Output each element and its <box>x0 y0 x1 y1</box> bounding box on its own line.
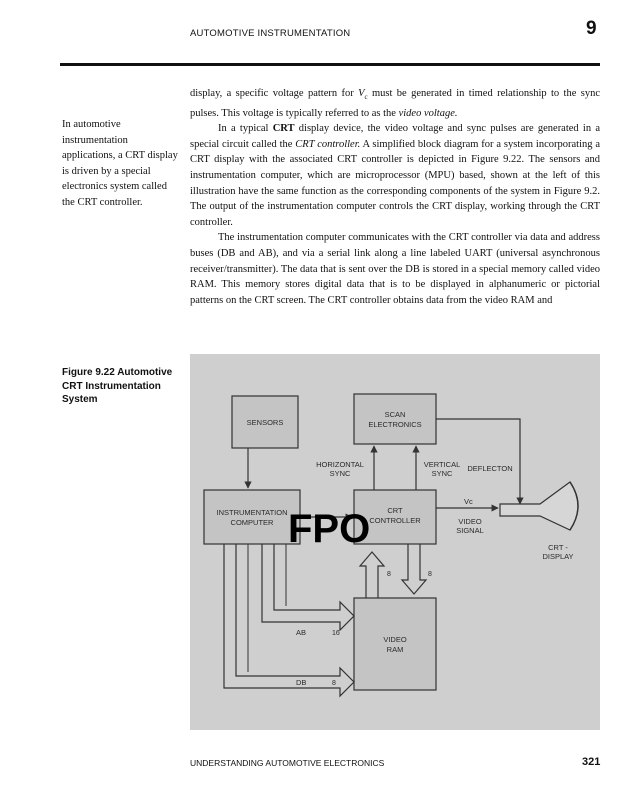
vc-label: Vc <box>464 497 473 506</box>
header-rule <box>60 63 600 66</box>
chapter-number: 9 <box>586 18 597 39</box>
instr-label-1: INSTRUMENTATION <box>216 508 288 517</box>
footer-book-title: UNDERSTANDING AUTOMOTIVE ELECTRONICS <box>190 758 385 768</box>
address-bus-label: AB <box>296 628 307 637</box>
sensors-label: SENSORS <box>246 418 284 427</box>
crt-label-1: CRT <box>387 506 403 515</box>
paragraph-2: In a typical CRT display device, the video voltage and sync pulses are generated in a special circuit called the CRT controller. A simplified block diagram for a system incorporating a CRT display with the associated CRT controller is depicted in Figure 9.22. The sensors and instrumentation computer, which are microprocessor (MPU) based, shown at the left of this illustration have the same function as the corresponding components of the system in Figure 9.2. The output of the instrumentation computer controls the CRT display, working through the CRT controller. <box>190 123 600 228</box>
data-bus-label: DB <box>296 678 307 687</box>
crt-display-label-1: CRT - <box>548 543 568 552</box>
fpo-overlay: FPO <box>288 507 371 551</box>
body-text <box>190 86 600 308</box>
scan-label-2: ELECTRONICS <box>368 420 422 429</box>
horizontal-sync-label-1: HORIZONTAL <box>316 460 364 469</box>
address-bus-width: 16 <box>332 630 340 637</box>
vertical-sync-label-2: SYNC <box>431 469 453 478</box>
scan-label-1: SCAN <box>384 410 406 419</box>
horizontal-sync-label-2: SYNC <box>329 469 351 478</box>
running-header-title: AUTOMOTIVE INSTRUMENTATION <box>190 28 351 39</box>
vram-label-2: RAM <box>386 645 404 654</box>
vertical-sync-label-1: VERTICAL <box>423 460 461 469</box>
vram-label-1: VIDEO <box>383 635 407 644</box>
deflection-label: DEFLECTON <box>467 464 513 473</box>
instr-label-2: COMPUTER <box>230 518 274 527</box>
instrumentation-computer-block <box>204 490 300 544</box>
paragraph-1: display, a specific voltage pattern for $V_c$ must be generated in timed relationship to the sync pulses. This voltage is typically referred to as the video voltage. <box>190 88 600 119</box>
bus-down-width: 8 <box>428 571 432 578</box>
crt-label-2: CONTROLLER <box>369 516 421 525</box>
block-diagram-figure <box>190 354 600 730</box>
video-ram-block <box>354 598 436 690</box>
bus-up-width: 8 <box>387 571 391 578</box>
crt-display-label-2: DISPLAY <box>542 552 574 561</box>
video-signal-label-1: VIDEO <box>458 517 482 526</box>
margin-note: In automotive instrumentation applications, a CRT display is driven by a special electronics system called the CRT controller. <box>62 119 178 208</box>
video-signal-label-2: SIGNAL <box>456 526 484 535</box>
data-bus-width: 8 <box>332 680 336 687</box>
scan-electronics-block <box>354 394 436 444</box>
figure-caption: Figure 9.22 Automotive CRT Instrumentation System <box>62 367 173 405</box>
paragraph-3: The instrumentation computer communicates with the CRT controller via data and address buses (DB and AB), and via a serial link along a line labeled UART (universal asynchronous receiver/transmitter). The data that is sent over the DB is stored in a special memory called video RAM. This memory stores digital data that is to be displayed in alphanumeric or pictorial patterns on the CRT screen. The CRT controller obtains data from the video RAM and <box>190 232 600 306</box>
footer-page-number: 321 <box>582 756 601 768</box>
